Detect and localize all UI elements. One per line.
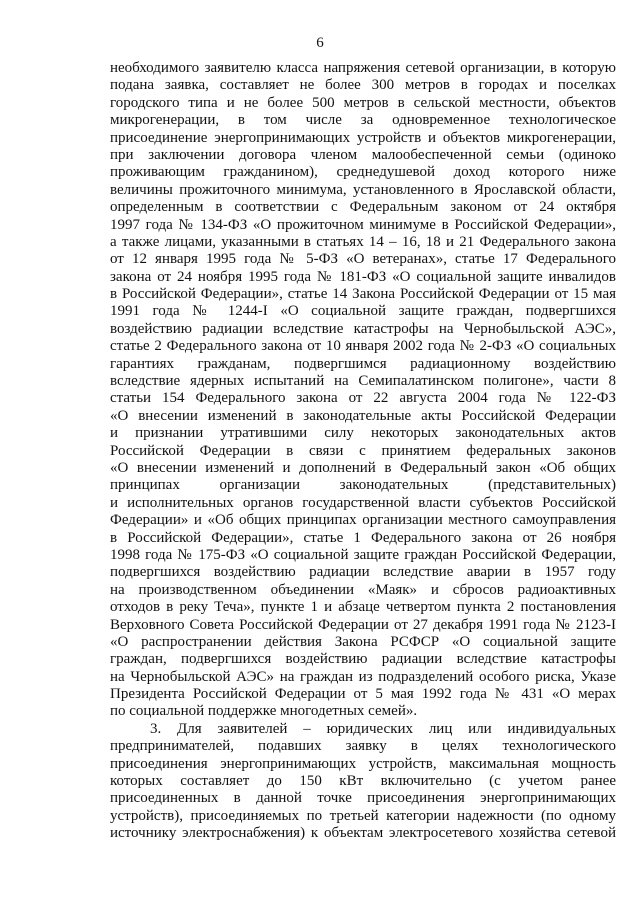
- text-line: определенным в соответствии с Федеральным законом от 24 октября: [110, 199, 616, 216]
- text-line: проживающим гражданином), среднедушевой доход которого ниже: [110, 164, 616, 181]
- text-line: присоединенных в данной точке присоединения энергопринимающих: [110, 790, 616, 807]
- text-line: предпринимателей, подавших заявку в целях технологического: [110, 738, 616, 755]
- text-line: вследствие ядерных испытаний на Семипалатинском полигоне», части 8: [110, 373, 616, 390]
- text-line: граждан, подвергшихся воздействию радиации вследствие катастрофы: [110, 651, 616, 668]
- text-line: 1997 года № 134-ФЗ «О прожиточном минимуме в Российской Федерации»,: [110, 216, 616, 233]
- text-line: присоединения энергопринимающих устройств, максимальная мощность: [110, 755, 616, 772]
- text-line: статье 2 Федерального закона от 10 января 2002 года № 2-ФЗ «О социальных: [110, 338, 616, 355]
- text-line: отходов в реку Теча», пункте 1 и абзаце четвертом пункта 2 постановления: [110, 599, 616, 616]
- paragraph: [110, 60, 616, 721]
- text-line: по социальной поддержке многодетных семей».: [110, 703, 418, 720]
- text-line: «О внесении изменений в законодательные акты Российской Федерации: [110, 407, 616, 424]
- text-line: закона от 24 ноября 1995 года № 181-ФЗ «О социальной защите инвалидов: [110, 268, 616, 285]
- text-line: и исполнительных органов государственной власти субъектов Российской: [110, 494, 616, 511]
- text-line: присоединение энергопринимающих устройств и объектов микрогенерации,: [110, 129, 616, 146]
- text-line: городского типа и не более 500 метров в сельской местности, объектов: [110, 94, 616, 111]
- text-line: на производственном объединении «Маяк» и сбросов радиоактивных: [110, 581, 616, 598]
- paragraph: [110, 721, 616, 843]
- text-line: микрогенерации, в том числе за одновременное технологическое: [110, 112, 616, 129]
- text-line: статьи 154 Федерального закона от 22 августа 2004 года № 122-ФЗ: [110, 390, 616, 407]
- text-line: при заключении договора членом малообеспеченной семьи (одиноко: [110, 146, 616, 163]
- text-line: Верховного Совета Российской Федерации от 27 декабря 1991 года № 2123-I: [110, 616, 616, 633]
- text-line: величины прожиточного минимума, установленного в Ярославской области,: [110, 181, 616, 198]
- document-body: [110, 60, 616, 843]
- text-line: от 12 января 1995 года № 5-ФЗ «О ветеранах», статье 17 Федерального: [110, 251, 616, 268]
- text-line: на Чернобыльской АЭС» на граждан из подразделений особого риска, Указе: [110, 668, 616, 685]
- text-line: подана заявка, составляет не более 300 метров в городах и поселках: [110, 77, 616, 94]
- text-line: 1991 года № 1244-I «О социальной защите граждан, подвергшихся: [110, 303, 616, 320]
- text-line: 3. Для заявителей – юридических лиц или индивидуальных: [150, 720, 616, 737]
- text-line: воздействию радиации вследствие катастрофы на Чернобыльской АЭС»,: [110, 320, 616, 337]
- text-line: принципах организации законодательных (представительных): [110, 477, 616, 494]
- text-line: подвергшихся воздействию радиации вследствие аварии в 1957 году: [110, 564, 616, 581]
- text-line: «О распространении действия Закона РСФСР «О социальной защите: [110, 633, 616, 650]
- text-line: 1998 года № 175-ФЗ «О социальной защите граждан Российской Федерации,: [110, 546, 616, 563]
- text-line: источнику электроснабжения) к объектам электросетевого хозяйства сетевой: [110, 825, 616, 842]
- text-line: гарантиях гражданам, подвергшимся радиационному воздействию: [110, 355, 616, 372]
- text-line: в Российской Федерации», статье 1 Федерального закона от 26 ноября: [110, 529, 616, 546]
- text-line: необходимого заявителю класса напряжения сетевой организации, в которую: [110, 60, 616, 76]
- text-line: и признании утратившими силу некоторых законодательных актов: [110, 425, 616, 442]
- text-line: устройств), присоединяемых по третьей категории надежности (по одному: [110, 807, 616, 824]
- text-line: которых составляет до 150 кВт включительно (с учетом ранее: [110, 773, 616, 790]
- text-line: «О внесении изменений и дополнений в Федеральный закон «Об общих: [110, 459, 616, 476]
- page-number: 6: [316, 35, 324, 51]
- text-line: а также лицами, указанными в статьях 14 – 16, 18 и 21 Федерального закона: [110, 233, 616, 250]
- text-line: Федерации» и «Об общих принципах организации местного самоуправления: [110, 512, 616, 529]
- text-line: Российской Федерации в связи с принятием федеральных законов: [110, 442, 616, 459]
- text-line: Президента Российской Федерации от 5 мая 1992 года № 431 «О мерах: [110, 686, 616, 703]
- text-line: в Российской Федерации», статье 14 Закона Российской Федерации от 15 мая: [110, 286, 616, 303]
